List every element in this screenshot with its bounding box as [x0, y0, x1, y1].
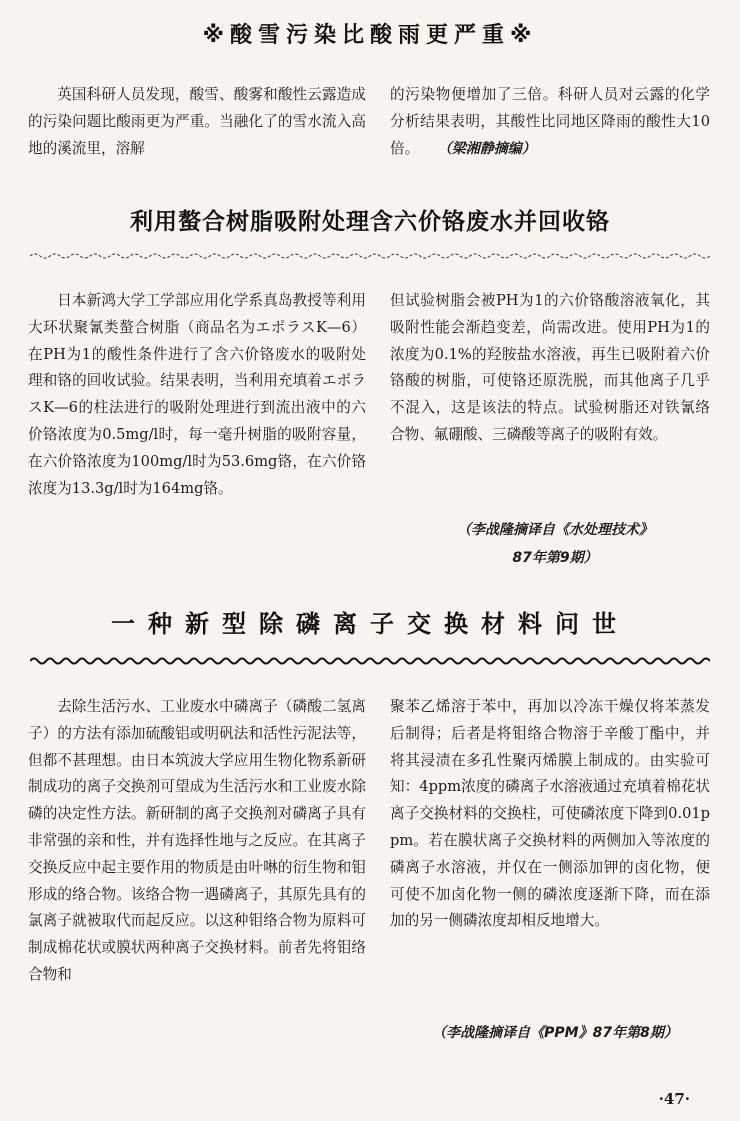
article-3-divider [30, 656, 710, 666]
article-3-credit: （李战隆摘译自《PPM》87年第8期） [432, 1025, 678, 1041]
article-3-title: 一种新型除磷离子交换材料问世 [111, 610, 629, 638]
article-2-left-column [28, 288, 366, 502]
article-1-title: ※酸雪污染比酸雨更严重※ [202, 23, 538, 48]
article-1-paragraph-1-cont [390, 82, 710, 162]
article-2-credit-line-1: （李战隆摘译自《水处理技术》 [457, 522, 653, 538]
article-1-credit: （梁湘静摘编） [437, 140, 536, 157]
article-1-paragraph-1: 英国科研人员发现，酸雪、酸雾和酸性云露造成的污染问题比酸雨更为严重。当融化了的雪水流入高地的溪流里，溶解 [28, 86, 366, 157]
article-2-paragraph-1-cont: 但试验树脂会被PH为1的六价铬酸溶液氧化，其吸附性能会渐趋变差，尚需改进。使用PH为1的浓度为0.1%的羟胺盐水溶液，再生已吸附着六价铬酸的树脂，可使铬还原洗脱，而其他离子几乎不混入，这是该法的特点。试验树脂还对铁氰络合物、氟硼酸、三磷酸等离子的吸附有效。 [390, 292, 710, 443]
article-1-left-column [28, 82, 366, 162]
article-2-paragraph-1: 日本新鸿大学工学部应用化学系真岛教授等利用大环状聚氰类螯合树脂（商品名为エポラスK—6）在PH为1的酸性条件进行了含六价铬废水的吸附处理和铬的回收试验。结果表明，当利用充填着エポラスK—6的柱法进行的吸附处理进行到流出液中的六价铬浓度为0.5mg/l时，每一毫升树脂的吸附容量，在六价铬浓度为100mg/l时为53.6mg铬，在六价铬浓度为13.3g/l时为164mg铬。 [28, 292, 366, 497]
article-1-paragraph-1-cont-text: 的污染物便增加了三倍。科研人员对云露的化学分析结果表明，其酸性比同地区降雨的酸性大10倍。 [390, 86, 710, 157]
article-3-right-column [390, 694, 710, 935]
article-2-credit-line-2: 87年第9期） [512, 550, 598, 566]
article-2-title: 利用螯合树脂吸附处理含六价铬废水并回收铬 [130, 209, 610, 235]
article-2-divider [30, 252, 710, 260]
article-2-right-column [390, 288, 710, 449]
article-1-right-column [390, 82, 710, 162]
article-3-left-column [28, 694, 366, 989]
article-3-paragraph-1: 去除生活污水、工业废水中磷离子（磷酸二氢离子）的方法有添加硫酸铝或明矾法和活性污泥法等，但都不甚理想。由日本筑波大学应用生物化物系新研制成功的离子交换剂可望成为生活污水和工业废水除磷的决定性方法。新研制的离子交换剂对磷离子具有非常强的亲和性，并有选择性地与之反应。在其离子交换反应中起主要作用的物质是由叶啉的衍生物和钼形成的络合物。该络合物一遇磷离子，其原先具有的氯离子就被取代而起反应。以这种钼络合物为原料可制成棉花状或膜状两种离子交换材料。前者先将钼络合物和 [28, 698, 366, 983]
article-3-paragraph-1-cont: 聚苯乙烯溶于苯中，再加以冷冻干燥仅将苯蒸发后制得；后者是将钼络合物溶于辛酸丁酯中，并将其浸渍在多孔性聚丙烯膜上制成的。由实验可知：4ppm浓度的磷离子水溶液通过充填着棉花状离子交换材料的交换柱，可使磷浓度下降到0.01ppm。若在膜状离子交换材料的两侧加入等浓度的磷离子水溶液，并仅在一侧添加钾的卤化物，便可使不加卤化物一侧的磷浓度逐渐下降，而在添加的另一侧磷浓度却相反地增大。 [390, 698, 710, 930]
page-number: ·47· [658, 1090, 690, 1108]
article-2-credit [390, 516, 720, 572]
